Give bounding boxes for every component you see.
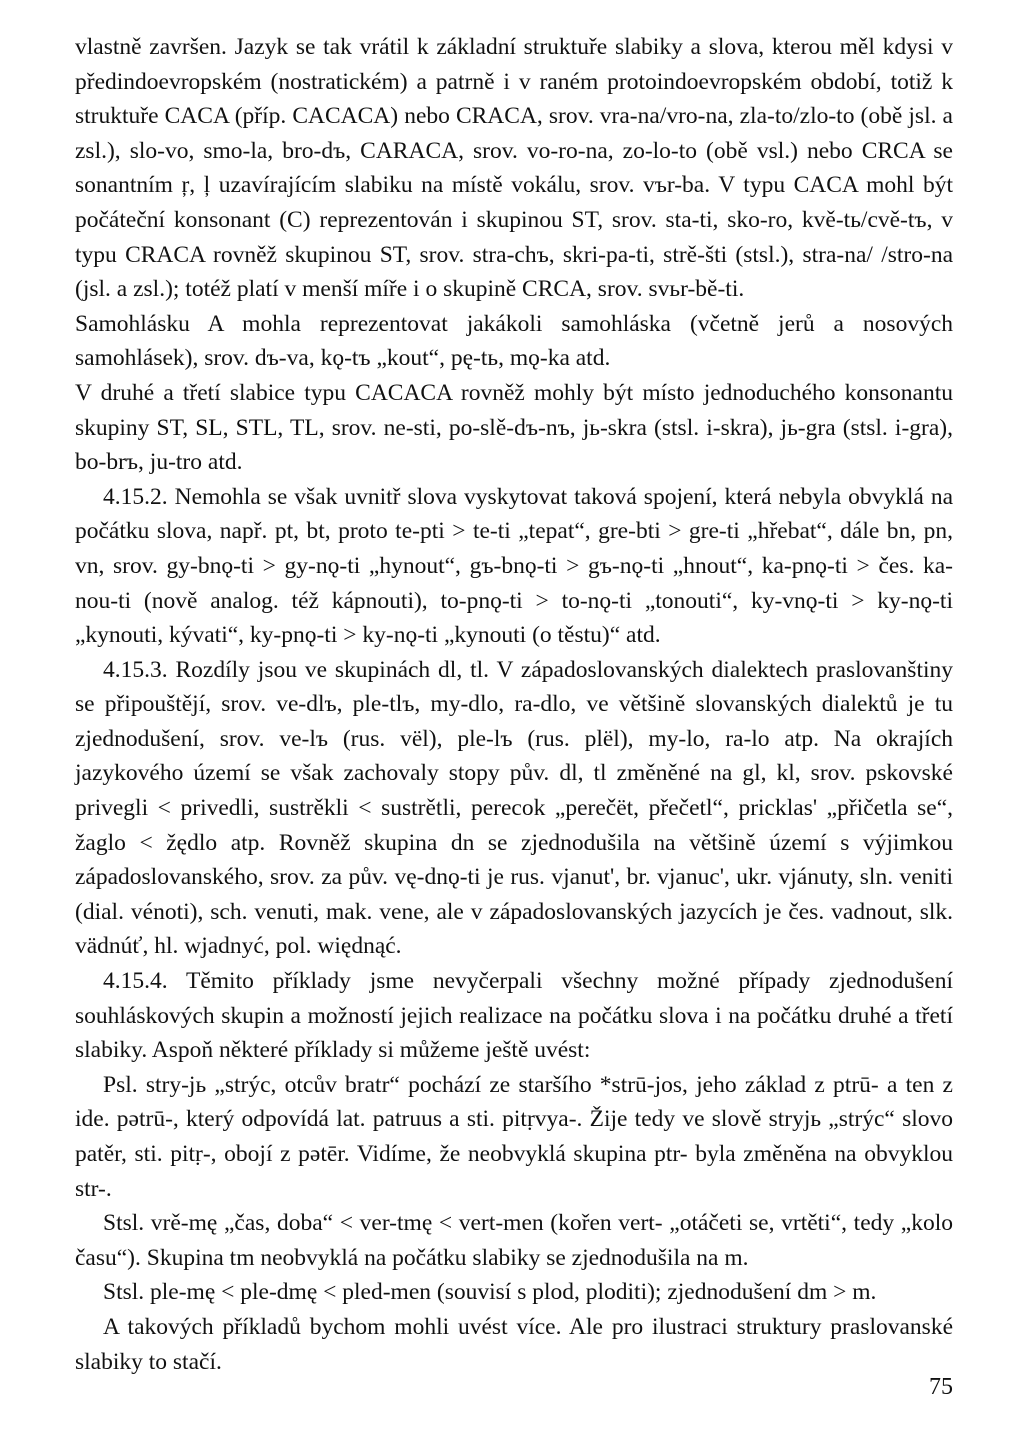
paragraph-4-15-3: 4.15.3. Rozdíly jsou ve skupinách dl, tl. V západoslovanských dialektech praslovanštiny se připouštějí, srov. ve-dlъ, ple-tlъ, my-dlo, ra-dlo, ve většině slovanských dialektů je tu zjednodušení, srov. ve-lъ (rus. vël), ple-lъ (rus. plël), my-lo, ra-lo atp. Na okrajích jazykového území se však zachovaly stopy pův. dl, tl změněné na gl, kl, srov. pskovské privegli < privedli, sustrěkli < sustrětli, perecok „perečët, přečetl“, pricklas' „přičetla se“, žaglo < žędlo atp. Rovněž skupina dn se zjednodušila na většině území s výjimkou západoslovanského, srov. za pův. vę-dnǫ-ti je rus. vjanut', br. vjanuc', ukr. vjánuty, sln. veniti (dial. vénoti), sch. venuti, mak. vene, ale v západoslovanských jazycích je čes. vadnout, slk. vädnúť, hl. wjadnyć, pol. więdnąć. — [75, 656, 953, 960]
paragraph-example: Psl. stry-jь „strýc, otcův bratr“ pochází ze staršího *strū-jos, jeho základ z ptrū- a ten z ide. pətrū-, který odpovídá lat. patruus a sti. pitṛvya-. Žije tedy ve slově stryjь „strýc“ slovo patěr, sti. pitṛ-, obojí z pətēr. Vidíme, že neobvyklá skupina ptr- byla změněna na obvyklou str-. — [75, 1071, 953, 1202]
page-number: 75 — [929, 1374, 953, 1400]
paragraph: Samohlásku A mohla reprezentovat jakákoli samohláska (včetně jerů a nosových samohlásek), srov. dъ-va, kǫ-tъ „kout“, pę-tь, mǫ-ka atd. — [75, 310, 953, 372]
page-text — [75, 30, 953, 1379]
paragraph-example: Stsl. vrě-mę „čas, doba“ < ver-tmę < vert-men (kořen vert- „otáčeti se, vrtěti“, tedy „kolo času“). Skupina tm neobvyklá na počátku slabiky se zjednodušila na m. — [75, 1210, 953, 1271]
paragraph-4-15-4: 4.15.4. Těmito příklady jsme nevyčerpali všechny možné případy zjednodušení souhláskových skupin a možností jejich realizace na počátku slova i na počátku druhé a třetí slabiky. Aspoň některé příklady si můžeme ještě uvést: — [75, 968, 953, 1064]
paragraph-4-15-2: 4.15.2. Nemohla se však uvnitř slova vyskytovat taková spojení, která nebyla obvyklá na počátku slova, např. pt, bt, proto te-pti > te-ti „tepat“, gre-bti > gre-ti „hřebat“, dále bn, pn, vn, srov. gy-bnǫ-ti > gy-nǫ-ti „hynout“, gъ-bnǫ-ti > gъ-nǫ-ti „hnout“, ka-pnǫ-ti > čes. ka-nou-ti (nově analog. též kápnouti), to-pnǫ-ti > to-nǫ-ti „tonouti“, ky-vnǫ-ti > ky-nǫ-ti „kynouti, kývati“, ky-pnǫ-ti > ky-nǫ-ti „kynouti (o těstu)“ atd. — [75, 483, 953, 649]
paragraph: vlastně završen. Jazyk se tak vrátil k základní struktuře slabiky a slova, kterou měl kdysi v předindoevropském (nostratickém) a patrně i v raném protoindoevropském období, totiž k struktuře CACA (příp. CACACA) nebo CRACA, srov. vra-na/vro-na, zla-to/zlo-to (obě jsl. a zsl.), slo-vo, smo-la, bro-dъ, CARACA, srov. vo-ro-na, zo-lo-to (obě vsl.) nebo CRCA se sonantním ŗ, ļ uzavírajícím slabiku na místě vokálu, srov. vъr-ba. V typu CACA mohl být počáteční konsonant (C) reprezentován i skupinou ST, srov. sta-ti, sko-ro, kvě-tь/cvě-tъ, v typu CRACA rovněž skupinou ST, srov. stra-chъ, skri-pa-ti, strě-šti (stsl.), stra-na/ /stro-na (jsl. a zsl.); totéž platí v menší míře i o skupině CRCA, srov. svьr-bě-ti. — [75, 34, 953, 303]
paragraph-conclusion: A takových příkladů bychom mohli uvést více. Ale pro ilustraci struktury praslovanské slabiky to stačí. — [75, 1313, 953, 1375]
paragraph: V druhé a třetí slabice typu CACACA rovněž mohly být místo jednoduchého konsonantu skupiny ST, SL, STL, TL, srov. ne-sti, po-slě-dъ-nъ, jь-skra (stsl. i-skra), jь-gra (stsl. i-gra), bo-brъ, ju-tro atd. — [75, 379, 953, 476]
paragraph-example: Stsl. ple-mę < ple-dmę < pled-men (souvisí s plod, ploditi); zjednodušení dm > m. — [103, 1279, 877, 1306]
